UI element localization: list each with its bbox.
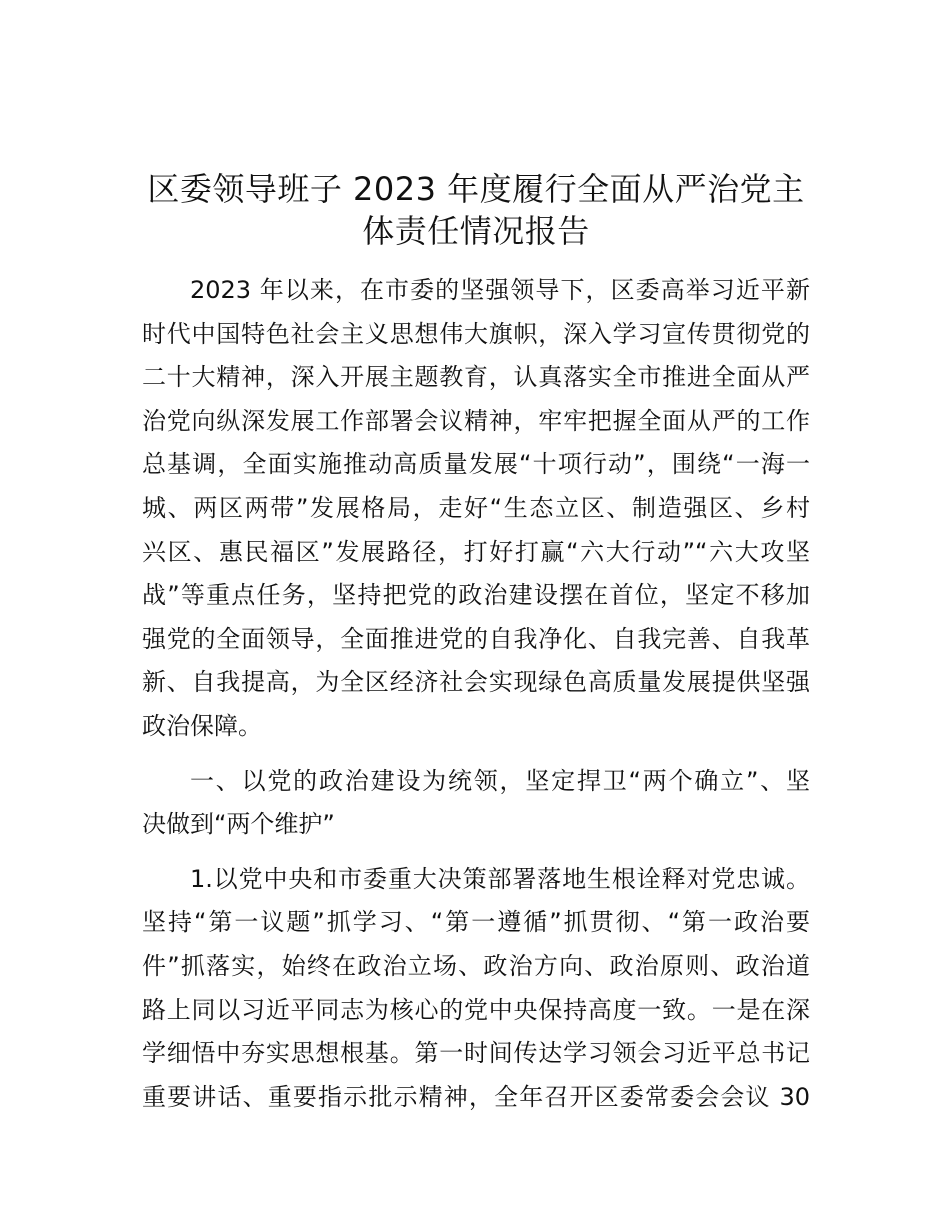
intro-paragraph [142,269,810,749]
text-line: 路上同以习近平同志为核心的党中央保持高度一致。一是在深 [142,995,810,1024]
text-line: 1.以党中央和市委重大决策部署落地生根诠释对党忠诚。 [190,864,810,893]
text-line: 治党向纵深发展工作部署会议精神，牢牢把握全面从严的工作 [142,406,810,435]
text-line: 坚持“第一议题”抓学习、“第一遵循”抓贯彻、“第一政治要 [142,908,810,937]
text-line: 件”抓落实，始终在政治立场、政治方向、政治原则、政治道 [142,951,810,980]
title-line-1: 区委领导班子 2023 年度履行全面从严治党主 [147,170,805,208]
text-line: 总基调，全面实施推动高质量发展“十项行动”，围绕“一海一 [142,450,810,479]
text-line: 强党的全面领导，全面推进党的自我净化、自我完善、自我革 [142,624,810,653]
heading-line: 决做到“两个维护” [142,810,335,839]
heading-line: 一、以党的政治建设为统领，坚定捍卫“两个确立”、坚 [190,766,810,795]
subsection-paragraph-1 [142,858,810,1120]
document-body [142,269,810,1119]
text-line: 学细悟中夯实思想根基。第一时间传达学习领会习近平总书记 [142,1039,810,1068]
text-line: 城、两区两带”发展格局，走好“生态立区、制造强区、乡村 [142,493,810,522]
document-title [142,168,810,252]
section-heading-1 [142,760,810,847]
text-line: 兴区、惠民福区”发展路径，打好打赢“六大行动”“六大攻坚 [142,537,810,566]
text-line: 重要讲话、重要指示批示精神，全年召开区委常委会会议 30 [142,1082,810,1111]
text-line: 时代中国特色社会主义思想伟大旗帜，深入学习宣传贯彻党的 [142,319,810,348]
document-content [142,168,810,1119]
text-line: 新、自我提高，为全区经济社会实现绿色高质量发展提供坚强 [142,668,810,697]
title-line-2: 体责任情况报告 [362,212,590,250]
text-line: 2023 年以来，在市委的坚强领导下，区委高举习近平新 [190,276,810,304]
text-line: 二十大精神，深入开展主题教育，认真落实全市推进全面从严 [142,363,810,392]
text-line: 政治保障。 [142,711,262,740]
text-line: 战”等重点任务，坚持把党的政治建设摆在首位，坚定不移加 [142,581,810,610]
